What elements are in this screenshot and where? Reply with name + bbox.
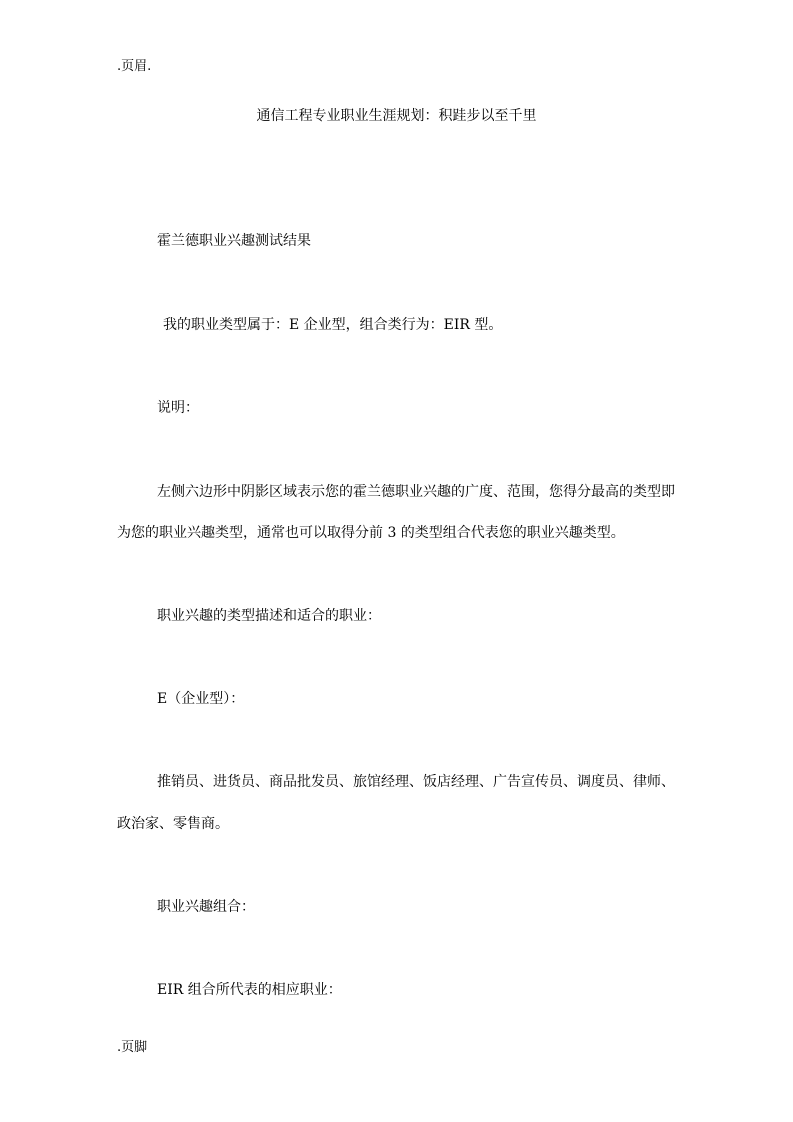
paragraph-occupations-line-2: 政治家、零售商。 (117, 816, 229, 832)
page-footer: .页脚 (117, 1040, 148, 1055)
paragraph-eir-combination: EIR 组合所代表的相应职业： (157, 982, 342, 998)
paragraph-interest-combination: 职业兴趣组合： (157, 899, 255, 915)
paragraph-explanation-line-1: 左侧六边形中阴影区域表示您的霍兰德职业兴趣的广度、范围，您得分最高的类型即 (157, 484, 675, 500)
page-header: .页眉. (117, 59, 152, 74)
paragraph-explanation-label: 说明： (157, 400, 199, 416)
paragraph-occupations-line-1: 推销员、进货员、商品批发员、旅馆经理、饭店经理、广告宣传员、调度员、律师、 (157, 774, 675, 790)
paragraph-enterprise-type: E（企业型）： (157, 691, 245, 707)
paragraph-explanation-line-2: 为您的职业兴趣类型，通常也可以取得分前 3 的类型组合代表您的职业兴趣类型。 (117, 525, 625, 541)
paragraph-career-type: 我的职业类型属于：E 企业型，组合类行为：EIR 型。 (163, 317, 503, 333)
section-heading-holland-result: 霍兰德职业兴趣测试结果 (157, 233, 311, 249)
document-title: 通信工程专业职业生涯规划：积跬步以至千里 (256, 108, 537, 124)
paragraph-type-description-heading: 职业兴趣的类型描述和适合的职业： (157, 608, 381, 624)
